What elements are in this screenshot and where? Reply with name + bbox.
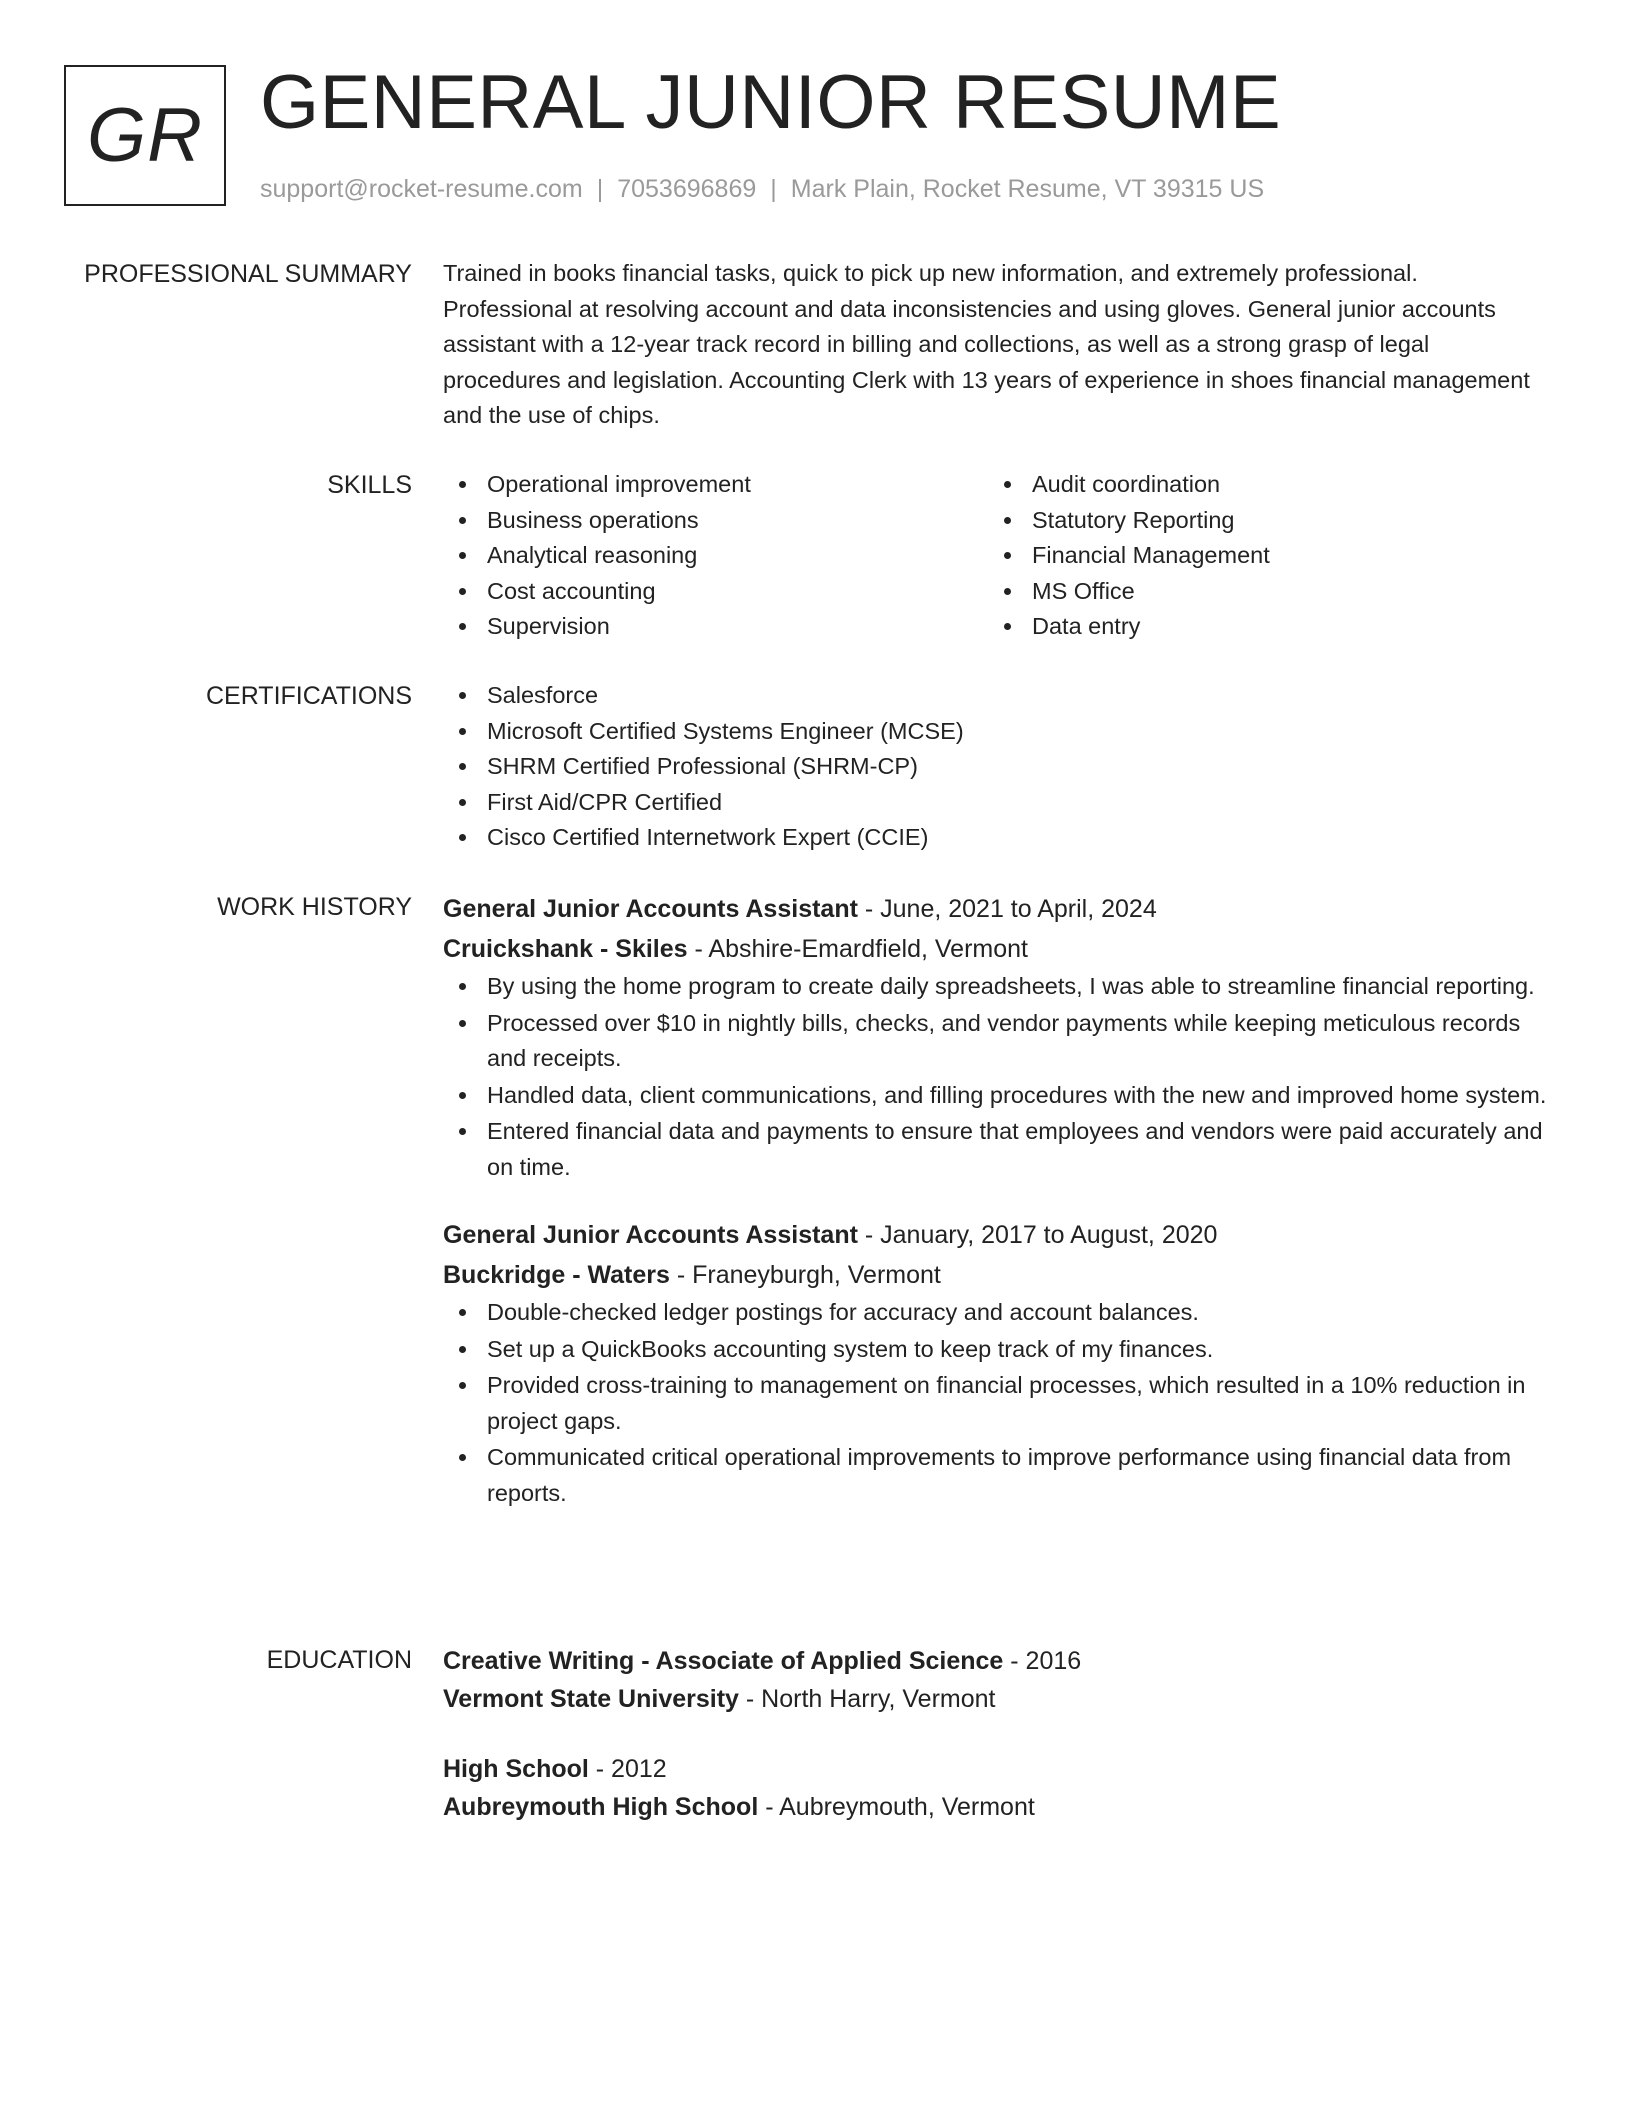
job-bullet: Provided cross-training to management on financial processes, which resulted in a 10% reduction in project gaps. [443, 1368, 1553, 1439]
education-year: - 2016 [1003, 1647, 1082, 1675]
certification-item: SHRM Certified Professional (SHRM-CP) [443, 749, 1553, 785]
skills-list-right [988, 467, 1533, 645]
education-body [443, 1642, 1553, 1826]
education-degree-line [443, 1750, 1553, 1788]
certifications-list [443, 678, 1553, 856]
section-label-work-history: WORK HISTORY [217, 893, 412, 921]
contact-email[interactable]: support@rocket-resume.com [260, 175, 583, 203]
job-bullet: Entered financial data and payments to ensure that employees and vendors were paid accurately and on time. [443, 1114, 1553, 1185]
monogram-box [64, 65, 226, 206]
section-label-skills: SKILLS [327, 471, 412, 499]
monogram-initials: GR [87, 92, 203, 178]
job-company: Buckridge - Waters [443, 1261, 670, 1289]
skill-item: Audit coordination [988, 467, 1533, 503]
skill-item: Business operations [443, 503, 988, 539]
job-company-line [443, 929, 1553, 969]
contact-address: Mark Plain, Rocket Resume, VT 39315 US [790, 175, 1265, 203]
certification-item: First Aid/CPR Certified [443, 785, 1553, 821]
education-location: - Aubreymouth, Vermont [758, 1793, 1035, 1821]
job-title-line [443, 889, 1553, 929]
skills-list-left [443, 467, 988, 645]
section-label-education: EDUCATION [266, 1646, 412, 1674]
summary-text: Trained in books financial tasks, quick to pick up new information, and extremely professional. Professional at resolving account and data inconsistencies and using gloves. General junior accounts assistant with a 12-year track record in billing and collections, as well as a strong grasp of legal procedures and legislation. Accounting Clerk with 13 years of experience in shoes financial management and the use of chips. [443, 260, 1530, 428]
job-bullet: Double-checked ledger postings for accuracy and account balances. [443, 1295, 1553, 1331]
contact-line [260, 174, 1264, 204]
job-entry [443, 1215, 1553, 1511]
skill-item: Financial Management [988, 538, 1533, 574]
education-school-line [443, 1788, 1553, 1826]
work-history-body [443, 889, 1553, 1512]
education-year: - 2012 [588, 1755, 667, 1783]
education-entry [443, 1642, 1553, 1718]
job-dates: - June, 2021 to April, 2024 [857, 895, 1157, 923]
education-degree: High School [443, 1755, 589, 1783]
job-company: Cruickshank - Skiles [443, 935, 688, 963]
skill-item: Statutory Reporting [988, 503, 1533, 539]
skill-item: Operational improvement [443, 467, 988, 503]
job-title: General Junior Accounts Assistant [443, 1221, 858, 1249]
certification-item: Salesforce [443, 678, 1553, 714]
job-title: General Junior Accounts Assistant [443, 895, 858, 923]
certifications-body [443, 678, 1553, 856]
contact-separator: | [596, 175, 604, 203]
job-bullet: Handled data, client communications, and filling procedures with the new and improved home system. [443, 1078, 1553, 1114]
job-bullet: Communicated critical operational improvements to improve performance using financial data from reports. [443, 1440, 1553, 1511]
section-label-certifications: CERTIFICATIONS [205, 682, 412, 710]
job-bullet: Processed over $10 in nightly bills, checks, and vendor payments while keeping meticulous records and receipts. [443, 1006, 1553, 1077]
job-location: - Abshire-Emardfield, Vermont [687, 935, 1028, 963]
education-school-line [443, 1680, 1553, 1718]
job-bullet: By using the home program to create daily spreadsheets, I was able to streamline financial reporting. [443, 969, 1553, 1005]
skill-item: Supervision [443, 609, 988, 645]
skill-item: MS Office [988, 574, 1533, 610]
education-degree-line [443, 1642, 1553, 1680]
job-title-line [443, 1215, 1553, 1255]
summary-body [443, 256, 1553, 434]
job-company-line [443, 1255, 1553, 1295]
skill-item: Cost accounting [443, 574, 988, 610]
job-bullets [443, 1295, 1553, 1511]
resume-title: GENERAL JUNIOR RESUME [260, 60, 1282, 145]
certification-item: Microsoft Certified Systems Engineer (MCSE) [443, 714, 1553, 750]
job-location: - Franeyburgh, Vermont [669, 1261, 941, 1289]
education-school: Aubreymouth High School [443, 1793, 759, 1821]
education-degree: Creative Writing - Associate of Applied Science [443, 1647, 1004, 1675]
skill-item: Data entry [988, 609, 1533, 645]
job-entry [443, 889, 1553, 1185]
certification-item: Cisco Certified Internetwork Expert (CCIE) [443, 820, 1553, 856]
education-location: - North Harry, Vermont [738, 1685, 996, 1713]
contact-phone[interactable]: 7053696869 [617, 175, 757, 203]
education-entry [443, 1750, 1553, 1826]
skills-body [443, 467, 1553, 645]
contact-separator: | [770, 175, 777, 203]
education-school: Vermont State University [443, 1685, 739, 1713]
skill-item: Analytical reasoning [443, 538, 988, 574]
job-dates: - January, 2017 to August, 2020 [857, 1221, 1218, 1249]
job-bullet: Set up a QuickBooks accounting system to keep track of my finances. [443, 1332, 1553, 1368]
section-label-summary: PROFESSIONAL SUMMARY [84, 260, 412, 288]
job-bullets [443, 969, 1553, 1185]
